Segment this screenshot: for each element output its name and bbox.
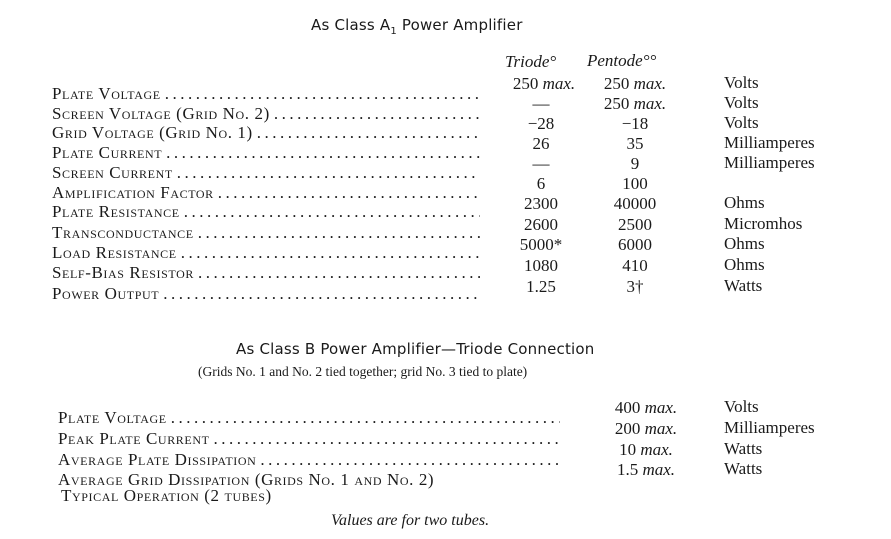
row-label-text: Load Resistance bbox=[52, 242, 177, 262]
footnote: Values are for two tubes. bbox=[331, 512, 490, 529]
triode-value: 5000* bbox=[519, 235, 563, 254]
pentode-value: 9 bbox=[630, 154, 640, 173]
row-label-text: Screen Voltage (Grid No. 2) bbox=[52, 103, 270, 123]
row-label bbox=[52, 223, 480, 243]
row-label bbox=[52, 243, 480, 263]
class-a-heading-text: As Class A bbox=[311, 16, 391, 34]
triode-value: 2300 bbox=[524, 194, 558, 213]
row-label-text: Plate Voltage bbox=[52, 84, 161, 103]
pentode-value: 2500 bbox=[618, 215, 652, 234]
triode-value: 26 bbox=[532, 134, 550, 153]
pentode-value: 35 bbox=[626, 134, 644, 153]
pentode-value: −18 bbox=[621, 114, 649, 133]
unit-label: Ohms bbox=[724, 255, 765, 274]
row-label-text: Average Plate Dissipation bbox=[58, 450, 257, 469]
triode-value: — bbox=[532, 94, 550, 113]
unit-label: Watts bbox=[724, 439, 763, 458]
max-value: 1.5 max. bbox=[616, 460, 676, 479]
triode-value: 1.25 bbox=[526, 277, 556, 296]
leader-dots bbox=[163, 284, 480, 304]
pentode-value: 6000 bbox=[618, 235, 652, 254]
row-label bbox=[52, 202, 480, 222]
unit-label: Ohms bbox=[724, 234, 765, 253]
pentode-value: 100 bbox=[622, 174, 648, 193]
typical-operation-text: Typical Operation (2 tubes) bbox=[61, 486, 272, 505]
pentode-value: 40000 bbox=[613, 194, 657, 213]
leader-dots bbox=[184, 202, 480, 222]
class-a-heading-suffix: Power Amplifier bbox=[396, 16, 523, 34]
max-value: 400 max. bbox=[614, 398, 678, 417]
pentode-value: 3† bbox=[626, 277, 644, 296]
col-header-pentode: Pentode°° bbox=[587, 51, 657, 70]
triode-value: −28 bbox=[527, 114, 555, 133]
triode-value: — bbox=[532, 154, 550, 173]
row-label-text: Transconductance bbox=[52, 222, 194, 242]
triode-value: 1080 bbox=[524, 256, 558, 275]
row-label-text: Grid Voltage (Grid No. 1) bbox=[52, 123, 253, 143]
class-a-heading bbox=[311, 16, 523, 37]
triode-value: 250 max. bbox=[512, 74, 576, 93]
pentode-value: 250 max. bbox=[603, 74, 667, 93]
pentode-value: 250 max. bbox=[603, 94, 667, 113]
unit-label: Volts bbox=[724, 73, 759, 92]
max-value: 200 max. bbox=[614, 419, 678, 438]
unit-label: Watts bbox=[724, 459, 763, 478]
leader-dots bbox=[198, 223, 480, 243]
row-label bbox=[52, 263, 480, 283]
typical-operation-label bbox=[61, 486, 272, 506]
unit-label: Watts bbox=[724, 276, 763, 295]
unit-label: Volts bbox=[724, 93, 759, 112]
row-label bbox=[52, 284, 480, 304]
unit-label: Milliamperes bbox=[724, 418, 815, 437]
row-label-text: Peak Plate Current bbox=[58, 429, 210, 448]
row-label-text: Power Output bbox=[52, 284, 160, 303]
max-value: 10 max. bbox=[619, 440, 673, 459]
triode-value: 6 bbox=[536, 174, 546, 193]
row-label-text: Plate Resistance bbox=[52, 202, 180, 222]
unit-label: Ohms bbox=[724, 193, 765, 212]
class-a-heading-subscript: 1 bbox=[390, 26, 397, 37]
row-label-text: Screen Current bbox=[52, 162, 173, 182]
triode-value: 2600 bbox=[524, 215, 558, 234]
leader-dots bbox=[198, 263, 480, 283]
col-header-triode: Triode° bbox=[505, 52, 557, 71]
class-b-subheading: (Grids No. 1 and No. 2 tied together; grid No. 3 tied to plate) bbox=[198, 364, 528, 379]
unit-label: Micromhos bbox=[724, 214, 803, 233]
leader-dots bbox=[181, 243, 480, 263]
unit-label: Milliamperes bbox=[724, 133, 815, 152]
class-a-row bbox=[0, 276, 891, 304]
pentode-value: 410 bbox=[622, 256, 648, 275]
unit-label: Volts bbox=[724, 397, 759, 416]
row-label-text: Plate Current bbox=[52, 143, 163, 163]
row-label-text: Plate Voltage bbox=[58, 408, 167, 427]
class-b-heading: As Class B Power Amplifier—Triode Connection bbox=[236, 340, 595, 358]
row-label-text: Amplification Factor bbox=[52, 182, 214, 202]
unit-label: Milliamperes bbox=[724, 153, 815, 172]
row-label-text: Average Grid Dissipation (Grids No. 1 and No. 2) bbox=[58, 470, 435, 489]
row-label-text: Self-Bias Resistor bbox=[52, 263, 194, 283]
unit-label: Volts bbox=[724, 113, 759, 132]
